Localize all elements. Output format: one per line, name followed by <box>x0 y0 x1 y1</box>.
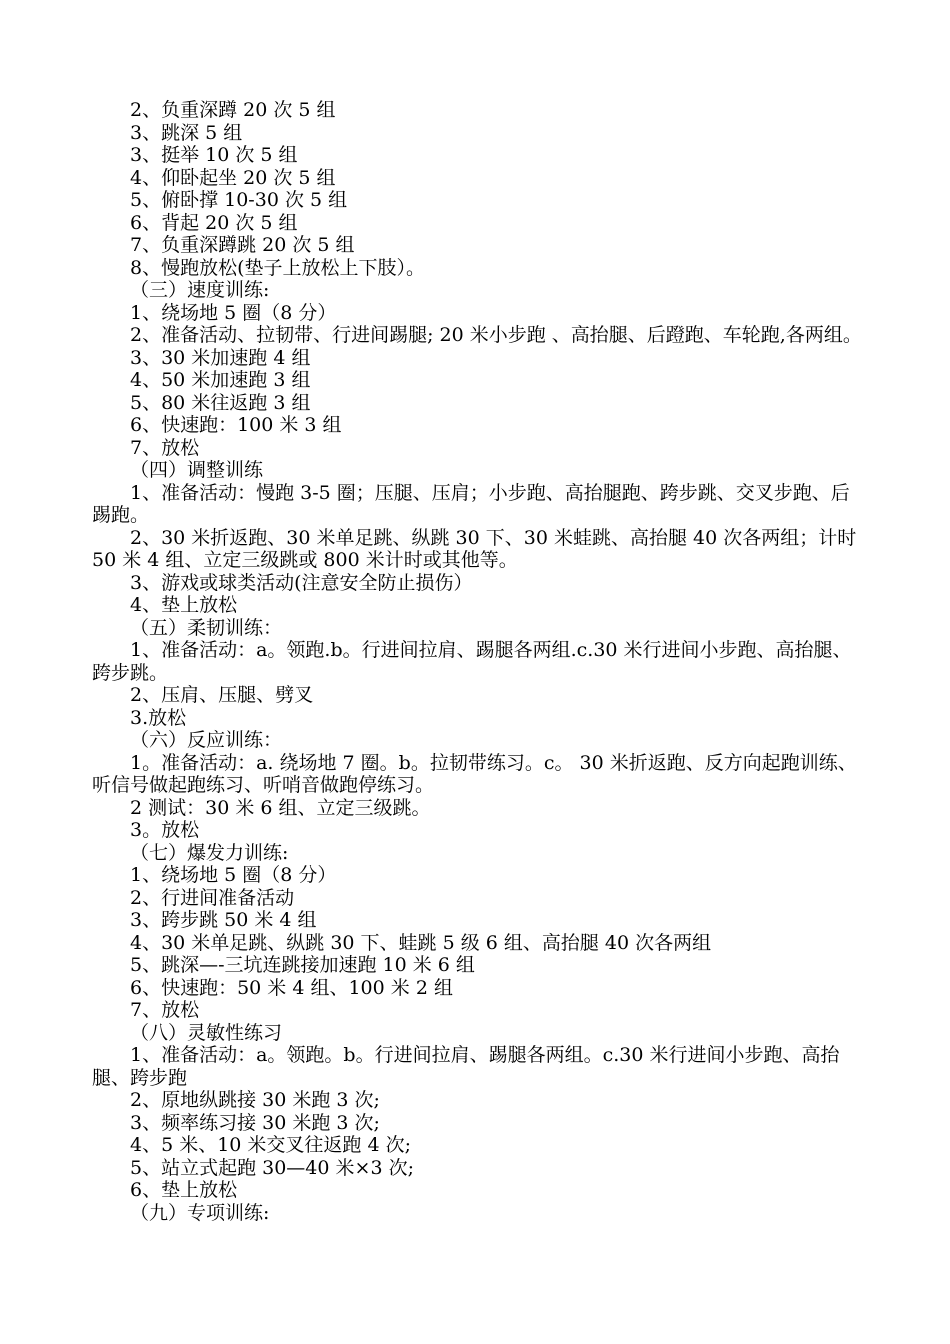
text-line: 4、垫上放松 <box>130 594 238 616</box>
text-line: 2、行进间准备活动 <box>130 886 295 909</box>
text-line: 4、5 米、10 米交叉往返跑 4 次; <box>130 1134 412 1156</box>
text-line: 4、仰卧起坐 20 次 5 组 <box>130 166 336 189</box>
text-line: 3、30 米加速跑 4 组 <box>130 346 311 369</box>
text-line: 1、绕场地 5 圈（8 分） <box>130 301 337 324</box>
text-line: 2、原地纵跳接 30 米跑 3 次; <box>130 1089 380 1111</box>
text-line: 8、慢跑放松(垫子上放松上下肢）。 <box>130 256 426 279</box>
text-line: 4、50 米加速跑 3 组 <box>130 369 311 391</box>
document-body <box>92 99 864 1224</box>
text-line: 3、游戏或球类活动(注意安全防止损伤） <box>130 571 473 594</box>
text-line: 1。准备活动：a. 绕场地 7 圈。b。拉韧带练习。c。 30 米折返跑、反方向起跑训练、听信号做起跑练习、听哨音做跑停练习。 <box>92 751 857 796</box>
text-line: 3、跳深 5 组 <box>130 121 243 144</box>
text-line: 5、俯卧撑 10-30 次 5 组 <box>130 189 348 211</box>
section-heading: （七）爆发力训练: <box>130 841 289 864</box>
section-heading: （六）反应训练： <box>130 729 283 751</box>
text-line: 6、垫上放松 <box>130 1179 238 1201</box>
text-line: 2、负重深蹲 20 次 5 组 <box>130 99 336 121</box>
text-line: 2、30 米折返跑、30 米单足跳、纵跳 30 下、30 米蛙跳、高抬腿 40 次各两组；计时 50 米 4 组、立定三级跳或 800 米计时或其他等。 <box>92 526 863 571</box>
section-heading: （五）柔韧训练： <box>130 616 283 639</box>
text-line: 5、站立式起跑 30—40 米×3 次; <box>130 1156 414 1179</box>
text-line: 3.放松 <box>130 706 187 729</box>
text-line: 1、准备活动：慢跑 3-5 圈；压腿、压肩；小步跑、高抬腿跑、跨步跳、交叉步跑、后踢跑。 <box>92 481 850 526</box>
text-line: 5、80 米往返跑 3 组 <box>130 391 311 414</box>
section-heading: （九）专项训练: <box>130 1201 270 1224</box>
section-heading: （四）调整训练 <box>130 459 264 481</box>
text-line: 7、放松 <box>130 436 200 459</box>
text-line: 1、准备活动：a。领跑。b。行进间拉肩、踢腿各两组。c.30 米行进间小步跑、高抬腿、跨步跑 <box>92 1044 840 1089</box>
text-line: 6、背起 20 次 5 组 <box>130 211 298 234</box>
text-line: 7、负重深蹲跳 20 次 5 组 <box>130 234 355 256</box>
text-line: 3、挺举 10 次 5 组 <box>130 144 298 166</box>
text-line: 1、绕场地 5 圈（8 分） <box>130 864 337 886</box>
text-line: 2、准备活动、拉韧带、行进间踢腿; 20 米小步跑 、高抬腿、后蹬跑、车轮跑,各两组。 <box>130 324 862 346</box>
text-line: 6、快速跑：100 米 3 组 <box>130 414 342 436</box>
section-heading: （八）灵敏性练习 <box>130 1021 283 1044</box>
text-line: 3、跨步跳 50 米 4 组 <box>130 909 317 931</box>
text-line: 7、放松 <box>130 999 200 1021</box>
text-line: 4、30 米单足跳、纵跳 30 下、蛙跳 5 级 6 组、高抬腿 40 次各两组 <box>130 931 712 954</box>
section-heading: （三）速度训练: <box>130 279 270 301</box>
text-line: 3、频率练习接 30 米跑 3 次; <box>130 1111 380 1134</box>
text-line: 6、快速跑：50 米 4 组、100 米 2 组 <box>130 976 453 999</box>
text-line: 5、跳深—-三坑连跳接加速跑 10 米 6 组 <box>130 954 475 976</box>
text-line: 2、压肩、压腿、劈叉 <box>130 684 314 706</box>
text-line: 2 测试：30 米 6 组、立定三级跳。 <box>130 796 431 819</box>
text-line: 1、准备活动：a。领跑.b。行进间拉肩、踢腿各两组.c.30 米行进间小步跑、高抬腿、跨步跳。 <box>92 639 852 684</box>
text-line: 3。放松 <box>130 819 200 841</box>
